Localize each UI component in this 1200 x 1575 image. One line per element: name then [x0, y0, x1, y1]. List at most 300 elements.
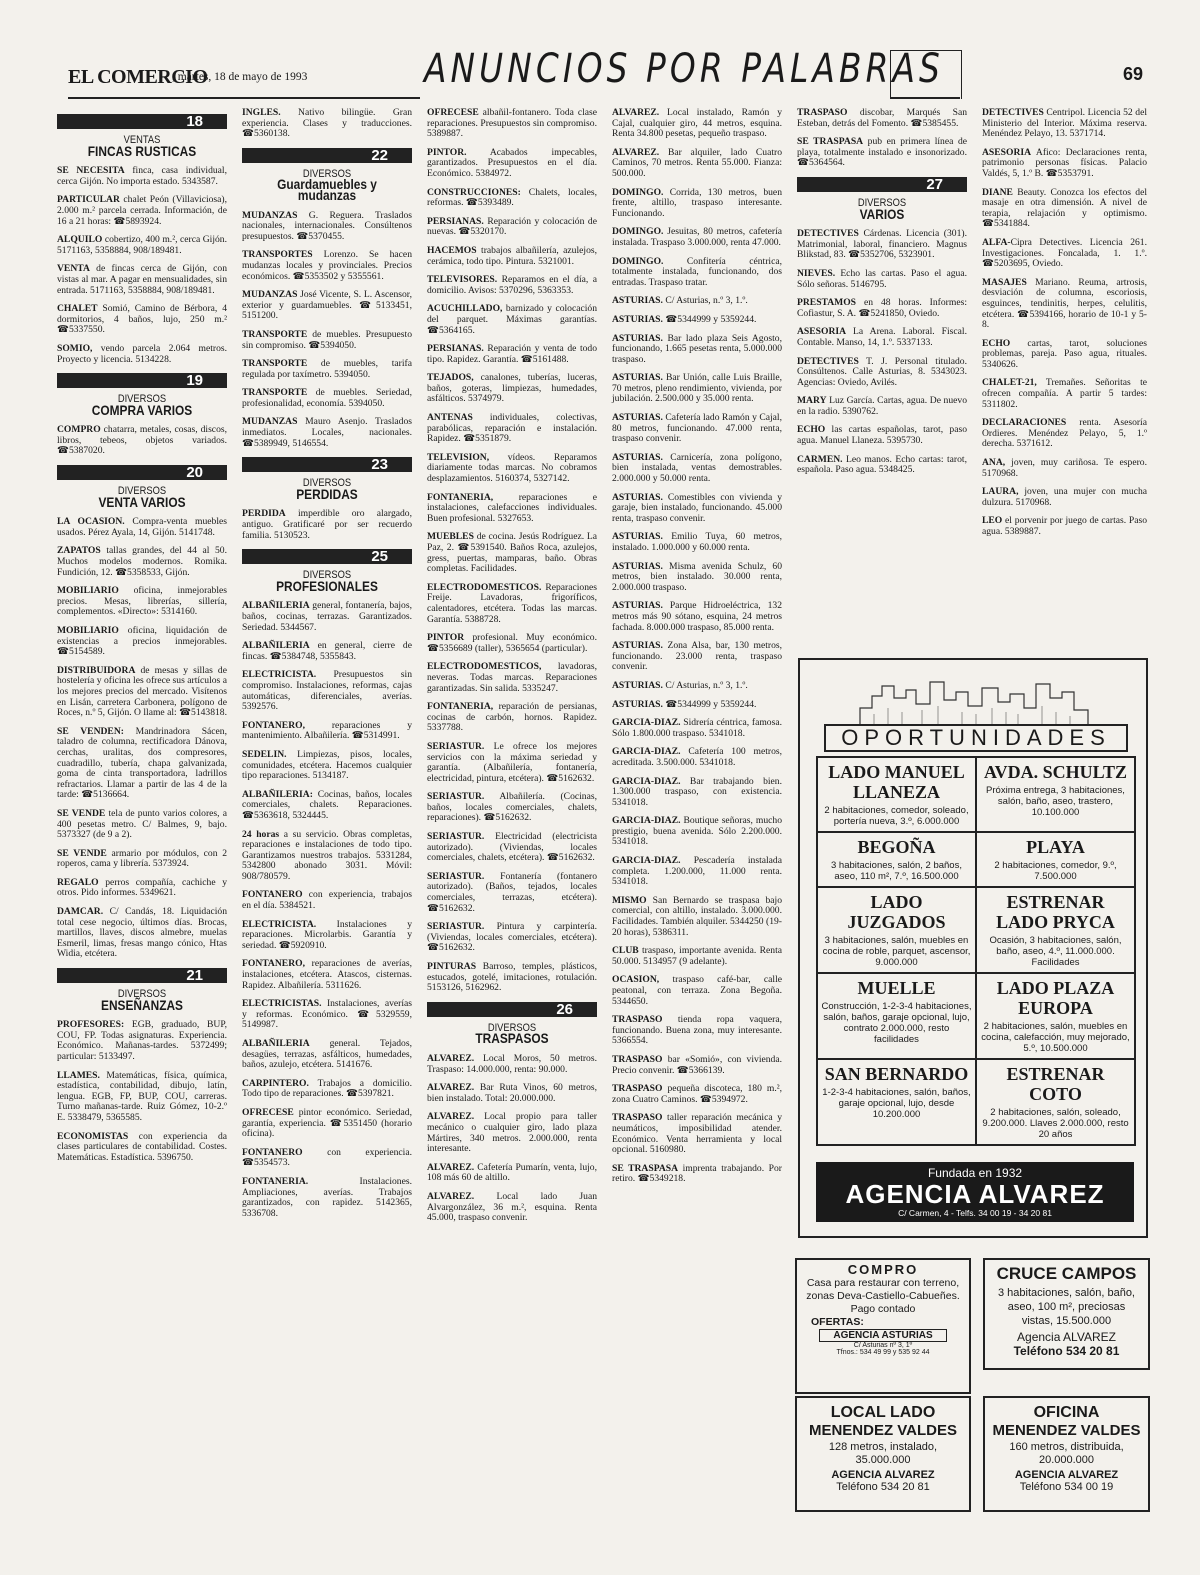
ad-text: finca, casa individual, cerca Gijón. No importa estado. 5343587.	[57, 165, 227, 187]
classified-ad	[982, 487, 1147, 508]
ad-text: Luz García. Cartas, agua. De nuevo en la radio. 5390762.	[797, 395, 967, 417]
ad-text: Bar lado plaza Seis Agosto, funcionando, 1.665 pesetas renta, 5.000.000 traspaso.	[612, 332, 782, 365]
classified-ad	[982, 339, 1147, 371]
ad-keyword: ALBAÑILERIA	[242, 640, 310, 652]
ad-keyword: FONTANERIA,	[427, 701, 494, 713]
category-title: VENTA VARIOS	[98, 493, 186, 510]
agency-banner	[816, 1162, 1134, 1222]
classified-ad	[242, 999, 412, 1031]
ad-text: Comestibles con vivienda y garaje, bien instalado, funcionando. 45.000 renta, traspaso convenir.	[612, 491, 782, 524]
ad-text: Local lado Juan Alvargonzález, 36 m.², esquina. Renta 45.000, traspaso convenir.	[427, 1190, 597, 1224]
classified-ad	[797, 327, 967, 348]
classified-ad	[242, 1148, 412, 1169]
classified-ad	[57, 304, 227, 336]
category-number: 19	[57, 373, 227, 388]
ad-text: Le ofrece los mejores servicios con la máxima seriedad y garantía. (Albañilería, fontanería, electricidad, pintura, etcétera). ☎5162632.	[427, 740, 597, 784]
classified-ad	[612, 1084, 782, 1105]
category-title: VARIOS	[859, 205, 905, 222]
ad-text: trabajos albañilería, azulejos, cerámica, todo tipo. Pintura. 5321001.	[427, 244, 597, 267]
ad-text: Lorenzo. Se hacen mudanzas locales y provinciales. Precios económicos. ☎5353502 y 5355561.	[242, 249, 412, 282]
ad-keyword: ELECTRODOMESTICOS.	[427, 581, 542, 593]
ad-keyword: COMPRO	[57, 424, 101, 436]
classified-ad	[57, 425, 227, 457]
classified-ad	[612, 946, 782, 967]
ad-text: Reparaciones Freije. Lavadoras, frigoríficos, calentadores, etcétera. Todas las marcas. Garantía. 5388728.	[427, 581, 597, 625]
ad-text: Misma avenida Schulz, 60 metros, bien instalado. 30.000 renta, 2.000.000 traspaso.	[612, 560, 782, 593]
ad-text: albañil-fontanero. Toda clase reparaciones. Presupuestos sin compromiso. 5389887.	[427, 107, 597, 140]
listing-text: Próxima entrega, 3 habitaciones, salón, baño, aseo, trastero, 10.100.000	[986, 785, 1125, 818]
ad-keyword: NIEVES.	[797, 267, 836, 279]
ad-text: vídeos. Reparamos diariamente todas marcas. No cobramos desplazamientos. 5160374, 5327142.	[427, 451, 597, 485]
category-group: DIVERSOS	[487, 1021, 537, 1034]
ad-keyword: ASTURIAS.	[612, 600, 663, 612]
classified-ad	[57, 517, 227, 538]
ad-text: Local instalado, Ramón y Cajal, cualquier giro, 44 metros, esquina. Renta 34.800 pesetas, pequeño traspaso.	[612, 107, 782, 140]
ad-text: joven, muy cariñosa. Te espero. 5170968.	[982, 457, 1147, 479]
ad-text: C/ Candás, 18. Liquidación total cese negocio, últimos días. Brocas, martillos, llaves, discos almebre, muelas Esmeril, limas, fresas mango cónico, Htas Widia, etcétera.	[57, 906, 227, 960]
classified-ad	[242, 211, 412, 243]
ad-text: Fontanería (fontanero autorizado). (Baños, tejados, locales comerciales, terrazas, etcétera). ☎5162632.	[427, 870, 597, 914]
ad-keyword: OCASION,	[612, 974, 660, 986]
ad-keyword: ELECTRICISTA.	[242, 918, 317, 930]
ad-keyword: LA OCASION.	[57, 516, 125, 528]
ad-text: Beauty. Conozca los efectos del masaje en otra dimensión. A nivel de terapia, relajación y optimismo. ☎5341884.	[982, 186, 1147, 230]
ad-text: oficina, liquidación de existencias a precios inmejorables. ☎5154589.	[57, 625, 227, 658]
ad-keyword: PRESTAMOS	[797, 297, 856, 309]
classified-ad	[427, 962, 597, 994]
listing-title: LADO JUZGADOS	[847, 892, 946, 932]
classified-ad	[427, 583, 597, 625]
classified-ad	[612, 681, 782, 692]
ad-text: Presupuestos sin compromiso. Instalaciones, reformas, cajas automáticas, diferenciales, averías. 5392576.	[242, 669, 412, 713]
category-header	[242, 148, 412, 201]
cruce-campos-ad	[983, 1258, 1150, 1370]
ad-text: de muebles. Presupuesto sin compromiso. ☎5394050.	[242, 328, 412, 351]
ad-text: traspaso café-bar, calle peatonal, con terraza. Zona Begoña. 5344650.	[612, 974, 782, 1007]
classified-ad	[982, 516, 1147, 537]
classified-ad	[797, 425, 967, 446]
agency-name: AGENCIA ALVAREZ	[845, 1179, 1105, 1209]
listing-cell	[817, 757, 976, 832]
ad-keyword: DECLARACIONES	[982, 417, 1067, 429]
ad-text: Reparación y colocación de nuevas. ☎5320170.	[427, 215, 597, 238]
ad-text: Reparación y venta de todo tipo. Rapidez. Garantía. ☎5161488.	[427, 343, 597, 365]
ad-keyword: OFRECESE	[242, 1106, 294, 1118]
ad-text: Reparamos en el día, a domicilio. Avisos: 5370296, 5363353.	[427, 274, 597, 296]
classified-ad	[242, 890, 412, 911]
cruce-text: 3 habitaciones, salón, baño, aseo, 100 m², preciosas vistas, 15.500.000	[998, 1287, 1135, 1327]
ad-text: Mandrinadora Sácen, taladro de columna, rectificadora Dánova, cerchas, uralitas, dos compresores, cuadradillo, tubería, chapa galvanizada, goma de cinta transportadora, ladrillos refractarios. Llamar a partir de las 4 de la tarde: ☎5136664.	[57, 725, 227, 801]
ad-keyword: MUDANZAS	[242, 209, 298, 221]
agency-address: C/ Carmen, 4 - Telfs. 34 00 19 - 34 20 81	[898, 1208, 1052, 1218]
ad-text: Somió, Camino de Bérbora, 4 dormitorios, 4 baños, lujo, 250 m.² ☎5337550.	[57, 303, 227, 336]
ad-text: ☎5344999 y 5359244.	[662, 698, 757, 710]
ad-keyword: PINTOR.	[427, 146, 467, 158]
category-group: DIVERSOS	[302, 477, 352, 490]
category-number: 25	[242, 549, 412, 564]
classified-ad	[612, 1113, 782, 1155]
ad-keyword: ASTURIAS.	[612, 372, 663, 384]
compro-phones: Tfnos.: 534 49 99 y 535 92 44	[836, 1349, 930, 1356]
ad-keyword: REGALO	[57, 876, 99, 888]
classified-ad	[242, 721, 412, 742]
ad-text: EGB, graduado, BUP, COU, FP. Todas asignaturas. Experiencia. Económico. Mañanas-tardes. 5372499; particular: 5133497.	[57, 1019, 227, 1062]
ad-text: Mariano. Reuma, artrosis, desviación de columna, escoriosis, esguinces, tendinitis, herpes, celulitis, etcétera. ☎5394166, horario de 10-1 y 5-8.	[982, 276, 1147, 331]
ad-keyword: GARCIA-DIAZ.	[612, 855, 681, 867]
ad-text: armario por módulos, con 2 roperos, cama y librería. 5373924.	[57, 847, 227, 870]
category-group: DIVERSOS	[117, 988, 167, 1001]
oficina-subtitle: MENENDEZ VALDES	[992, 1422, 1141, 1439]
classified-ad	[612, 975, 782, 1007]
ad-keyword: MUEBLES	[427, 531, 474, 543]
ad-text: ☎5344999 y 5359244.	[662, 313, 757, 325]
classified-ad	[57, 195, 227, 227]
ad-keyword: ASTURIAS.	[612, 679, 663, 691]
ad-keyword: PINTURAS	[427, 961, 477, 972]
classified-ad	[797, 269, 967, 290]
ad-keyword: ASTURIAS.	[612, 313, 663, 325]
classified-ad	[427, 532, 597, 574]
ad-text: Echo las cartas. Paso el agua. Sólo señoras. 5146795.	[797, 267, 967, 290]
listing-text: 2 habitaciones, comedor, 9.º, 7.500.000	[994, 860, 1117, 882]
classified-ad	[57, 235, 227, 256]
classified-ad	[982, 458, 1147, 479]
listing-text: 3 habitaciones, salón, 2 baños, aseo, 110 m², 7.º, 16.500.000	[831, 860, 962, 882]
ad-text: Confitería céntrica, totalmente instalada, funcionando, dos entradas. Traspaso tratar.	[612, 255, 782, 288]
ad-text: reparaciones de averías, instalaciones, etcétera. Atascos, cisternas. Rapidez. Albañilería. 5311626.	[242, 958, 412, 991]
ad-keyword: ANA,	[982, 457, 1006, 469]
ad-keyword: FONTANERIA,	[427, 491, 494, 503]
classified-ad	[57, 666, 227, 719]
ad-keyword: SERIASTUR.	[427, 791, 485, 803]
listing-cell	[976, 1059, 1135, 1145]
column-3	[427, 108, 597, 1232]
ad-text: Emilio Tuya, 60 metros, instalado. 1.000.000 y 60.000 renta.	[612, 531, 782, 553]
ad-text: bar «Somió», con vivienda. Precio convenir. ☎5366139.	[612, 1053, 782, 1076]
compro-agency: AGENCIA ASTURIAS	[819, 1329, 947, 1342]
ad-text: discobar, Marqués San Esteban, detrás del Fomento. ☎5385455.	[797, 108, 967, 129]
ad-text: Cafetería Pumarín, venta, lujo, 108 más 60 de altillo.	[427, 1161, 597, 1184]
masthead	[68, 44, 1143, 106]
ad-text: pequeña discoteca, 180 m.², zona Cuatro Caminos. ☎5394972.	[612, 1083, 782, 1105]
classified-ad	[242, 750, 412, 782]
ad-text: Cocinas, baños, locales comerciales, chalets. Reparaciones. ☎5363618, 5324445.	[242, 788, 412, 821]
ad-keyword: SE VENDE	[57, 847, 107, 859]
classified-ad	[612, 562, 782, 594]
classified-ad	[427, 1112, 597, 1154]
ad-text: Centripol. Licencia 52 del Ministerio del Interior. Máxima reserva. Menéndez Pelayo, 13. 5371714.	[982, 108, 1147, 140]
ad-keyword: FONTANERIA.	[242, 1175, 309, 1187]
ad-text: vendo parcela 2.064 metros. Proyecto y licencia. 5134228.	[57, 342, 227, 365]
ad-keyword: ASTURIAS.	[612, 451, 663, 463]
ad-keyword: PERSIANAS.	[427, 215, 484, 227]
listing-text: 1-2-3-4 habitaciones, salón, baños, garaje opcional, lujo, desde 10.200.000	[822, 1087, 971, 1120]
ad-keyword: ASTURIAS.	[612, 531, 663, 543]
classified-ad	[57, 626, 227, 658]
ad-keyword: PROFESORES:	[57, 1019, 125, 1031]
listing-text: Ocasión, 3 habitaciones, salón, baño, aseo, 4.º, 11.000.000. Facilidades	[989, 935, 1122, 968]
ad-text: Nativo bilingüe. Gran experiencia. Clases y traducciones. ☎5360138.	[242, 107, 412, 140]
classified-ad	[612, 188, 782, 220]
ad-keyword: GARCIA-DIAZ.	[612, 746, 681, 758]
listing-cell	[817, 973, 976, 1059]
ad-text: Chalets, locales, reformas. ☎5393489.	[427, 186, 597, 209]
ad-keyword: DETECTIVES	[797, 228, 859, 240]
category-header	[242, 456, 412, 502]
classified-ad	[612, 896, 782, 938]
ad-text: en general, cierre de fincas. ☎5384748, 5355843.	[242, 640, 412, 662]
classified-ad	[797, 229, 967, 261]
ad-keyword: ALVAREZ.	[427, 1190, 475, 1202]
column-4	[612, 108, 782, 1193]
ad-keyword: ASTURIAS.	[612, 491, 663, 503]
ad-text: de fincas cerca de Gijón, con vistas al mar. A pagar en mensualidades, sin entrada. 5171163, 5358884, 908/189481.	[57, 263, 227, 296]
ad-keyword: ASTURIAS.	[612, 332, 663, 344]
ad-text: Mauro Asenjo. Traslados inmediatos. Locales, nacionales. ☎5389949, 5146554.	[242, 416, 412, 449]
classified-ad	[57, 727, 227, 801]
classified-ad	[242, 359, 412, 380]
compro-title: COMPRO	[847, 1262, 919, 1277]
section-title: ANUNCIOS POR PALABRAS	[424, 46, 944, 92]
ad-text: C/ Asturias, n.º 3, 1.º.	[662, 679, 748, 691]
ad-keyword: ALBAÑILERIA	[242, 600, 310, 612]
oficina-ad	[983, 1396, 1150, 1512]
listing-cell	[976, 757, 1135, 832]
ad-keyword: GARCIA-DIAZ.	[612, 717, 681, 729]
category-title: FINCAS RUSTICAS	[87, 142, 197, 159]
ad-text: tienda ropa vaquera, funcionando. Buena zona, muy interesante. 5366554.	[612, 1014, 782, 1047]
category-header	[57, 113, 227, 159]
classified-ad	[612, 493, 782, 525]
ad-keyword: CHALET-21,	[982, 377, 1037, 389]
classified-ad	[612, 532, 782, 553]
cruce-title: CRUCE CAMPOS	[996, 1264, 1137, 1283]
ad-text: tallas grandes, del 44 al 50. Muchos modelos modernos. Romika. Fundición, 12. ☎5358533, Gijón.	[57, 545, 227, 578]
ad-text: de cocina. Jesús Rodríguez. La Paz, 2. ☎5391540. Baños Roca, azulejos, gress, puertas, mamparas, baño. Obras completas. Facilidades.	[427, 531, 597, 575]
classified-ad	[242, 1108, 412, 1140]
ad-keyword: OFRECESE	[427, 107, 479, 118]
oficina-text: 160 metros, distribuida, 20.000.000	[1009, 1441, 1124, 1466]
classified-ad	[797, 357, 967, 389]
ad-text: Local Moros, 50 metros. Traspaso: 14.000.000, renta: 90.000.	[427, 1052, 597, 1075]
ad-keyword: SERIASTUR.	[427, 921, 485, 933]
oficina-agency: AGENCIA ALVAREZ	[1014, 1469, 1119, 1481]
ad-keyword: TRANSPORTE	[242, 387, 308, 399]
classified-ad	[612, 856, 782, 888]
ad-keyword: ECHO	[982, 337, 1011, 349]
ad-keyword: CHALET	[57, 303, 98, 315]
classified-ad	[427, 413, 597, 445]
ad-keyword: PINTOR	[427, 632, 465, 644]
ad-keyword: ASTURIAS.	[612, 412, 663, 424]
classified-ad	[57, 166, 227, 187]
ad-text: Bar Ruta Vinos, 60 metros, bien instalado. Total: 20.000.000.	[427, 1082, 597, 1104]
classified-ad	[612, 816, 782, 848]
category-header	[242, 548, 412, 594]
ad-text: Corrida, 130 metros, buen frente, altillo, traspaso interesante. Funcionando.	[612, 186, 782, 219]
ad-keyword: ALVAREZ.	[612, 107, 660, 118]
listing-cell	[817, 1059, 976, 1145]
ad-text: cobertizo, 400 m.², cerca Gijón. 5171163, 5358884, 908/189481.	[57, 234, 227, 256]
listing-title: PLAYA	[1026, 837, 1085, 857]
ad-text: chalet Peón (Villaviciosa), 2.000 m.² parcela cerrada. Información, de 16 a 21 horas: ☎5893924.	[57, 194, 227, 227]
ad-text: Cafetería lado Ramón y Cajal, 80 metros, funcionando. 47.000 renta, traspaso convenir.	[612, 412, 782, 445]
ad-text: imperdible oro alargado, antiguo. Gratificaré por ser recuerdo familia. 5130523.	[242, 508, 412, 541]
ad-text: las cartas españolas, tarot, paso agua. Manuel Llaneza. 5395730.	[797, 424, 967, 447]
ad-keyword: SE TRASPASA	[797, 136, 864, 148]
ad-text: Limpiezas, pisos, locales, comunidades, etcétera. Hacemos cualquier tipo reparaciones. 5134187.	[242, 748, 412, 782]
classified-ad	[242, 830, 412, 883]
classified-ad	[57, 1071, 227, 1124]
ad-text: traspaso, importante avenida. Renta 50.000. 5134957 (9 adelante).	[612, 945, 782, 967]
classified-ad	[797, 396, 967, 417]
ad-text: perros compañía, cachiche y otros. Pido informes. 5349621.	[57, 876, 227, 899]
ad-text: Trabajos a domicilio. Todo tipo de reparaciones. ☎5397821.	[242, 1077, 412, 1100]
classified-ad	[242, 1177, 412, 1219]
oportunidades-grid	[816, 756, 1136, 1146]
category-header	[427, 1000, 597, 1047]
classified-ad	[427, 1083, 597, 1104]
ad-text: de muebles. Seriedad, profesionalidad, economía. 5394050.	[242, 387, 412, 409]
ad-text: reparaciones y mantenimiento. Albañilería. ☎5314991.	[242, 719, 412, 742]
classified-ad	[612, 453, 782, 485]
local-text: 128 metros, instalado, 35.000.000	[828, 1441, 938, 1466]
classified-ad	[57, 907, 227, 960]
classified-ad	[427, 344, 597, 365]
page-number: 69	[1122, 64, 1143, 84]
category-group: DIVERSOS	[302, 167, 352, 180]
ad-text: general. Tejados, desagües, terrazas, asfálticos, humedades, baños, azulejo, etcétera. 5141676.	[242, 1038, 412, 1071]
classified-ad	[242, 388, 412, 409]
ad-keyword: ELECTRICISTA.	[242, 669, 317, 681]
ad-keyword: DAMCAR.	[57, 906, 104, 918]
classified-ad	[612, 1015, 782, 1047]
ad-keyword: DIANE	[982, 186, 1013, 198]
classified-ad	[427, 108, 597, 140]
classified-ad	[427, 742, 597, 784]
ad-text: Cárdenas. Licencia (301). Matrimonial, laboral, financiero. Magnus Blikstad, 83. ☎5352706, 5323901.	[797, 228, 967, 261]
classified-ad	[612, 1055, 782, 1076]
classified-ad	[57, 546, 227, 578]
category-number: 27	[797, 177, 967, 192]
column-5	[797, 108, 967, 628]
ad-text: Bar trabajando bien. 1.300.000 traspaso, con existencia. 5341018.	[612, 775, 782, 808]
ad-keyword: ELECTRODOMESTICOS,	[427, 661, 542, 673]
category-number: 26	[427, 1002, 597, 1017]
ad-keyword: LAURA,	[982, 486, 1019, 498]
masthead-rule-left	[68, 97, 420, 99]
classified-ad	[797, 298, 967, 319]
ad-text: Instalaciones, averías y reformas. Económico. ☎5329559, 5149987.	[242, 998, 412, 1031]
ad-keyword: ALFA-	[982, 236, 1011, 248]
classified-ad	[612, 413, 782, 445]
ad-text: Instalaciones. Ampliaciones, averías. Trabajos garantizados, con rapidez. 5142365, 5336708.	[242, 1175, 412, 1219]
ad-text: general, fontanería, bajos, baños, cocinas, terrazas. Garantizados. Seriedad. 5344567.	[242, 600, 412, 633]
ad-keyword: GARCIA-DIAZ.	[612, 775, 681, 787]
classified-ad	[427, 872, 597, 914]
ad-keyword: ALBAÑILERIA:	[242, 788, 313, 800]
ad-text: chatarra, metales, cosas, discos, libros, tebeos, objetos variados. ☎5387020.	[57, 424, 227, 457]
classified-ad	[612, 334, 782, 366]
ad-text: Electricidad (electricista autorizado). (Viviendas, locales comerciales, chalets, etcétera). ☎5162632.	[427, 831, 597, 864]
column-1	[57, 108, 227, 1171]
category-header	[57, 372, 227, 418]
ad-keyword: MOBILIARIO	[57, 625, 119, 636]
ad-keyword: INGLES.	[242, 107, 281, 118]
listing-title: SAN BERNARDO	[824, 1064, 969, 1084]
ad-keyword: TRASPASO	[612, 1083, 663, 1095]
listing-title: ESTRENAR LADO PRYCA	[996, 892, 1115, 932]
ad-keyword: LLAMES.	[57, 1069, 100, 1081]
masthead-box	[890, 50, 962, 99]
ad-text: a su servicio. Obras completas, reparaciones e instalaciones de todo tipo. Garantizamos nuestros trabajos. 5331284, 5342800 abonado 3031. Móvil: 908/780579.	[242, 828, 412, 882]
founded-label: Fundada en 1932	[927, 1166, 1023, 1180]
classified-ad	[57, 586, 227, 618]
ad-keyword: ALBAÑILERIA	[242, 1038, 310, 1049]
ad-keyword: 24 horas	[242, 828, 280, 840]
category-number: 23	[242, 457, 412, 472]
ad-keyword: TRASPASO	[612, 1014, 663, 1026]
listing-cell	[976, 887, 1135, 973]
classified-ad	[612, 718, 782, 739]
ad-keyword: MUDANZAS	[242, 289, 298, 301]
category-header	[57, 464, 227, 510]
classified-ad	[427, 148, 597, 180]
category-title: COMPRA VARIOS	[91, 401, 193, 418]
ad-text: pintor económico. Seriedad, garantía, experiencia. ☎5351450 (horario oficina).	[242, 1106, 412, 1140]
ad-keyword: ALVAREZ.	[612, 146, 660, 158]
classified-ad	[427, 1054, 597, 1075]
ad-text: Matemáticas, física, química, estadística, contabilidad, dibujo, latín, lengua. EGB, FP, BUP, COU, carreras. Turno mañanas-tarde. Ruiz Gómez, 10-2.º E. 5338479, 5365585.	[57, 1069, 227, 1123]
classified-ad	[427, 493, 597, 525]
classified-ad	[427, 373, 597, 405]
classified-ad	[427, 453, 597, 485]
ad-keyword: ZAPATOS	[57, 545, 101, 557]
classified-ad	[427, 702, 597, 734]
ad-keyword: VENTA	[57, 263, 90, 275]
ad-text: La Arena. Laboral. Fiscal. Contable. Manso, 14, 1.º. 5337133.	[797, 326, 967, 348]
category-group: VENTAS	[123, 134, 161, 146]
category-title: PERDIDAS	[296, 485, 358, 502]
classified-ad	[427, 1163, 597, 1184]
skyline-illustration	[858, 678, 1090, 728]
ad-keyword: ASTURIAS.	[612, 640, 663, 652]
ad-text: de muebles, tarifa regulada por taxímetro. 5394050.	[242, 358, 412, 380]
classified-ad	[612, 227, 782, 248]
classified-ad	[427, 832, 597, 864]
ad-text: Leo manos. Echo cartas: tarot, española. Paso agua. 5348425.	[797, 453, 967, 476]
classified-ad	[612, 108, 782, 140]
ad-text: Local propio para taller mecánico o cualquier giro, lado plaza Mártires, 340 metros. 2.000.000, renta interesante.	[427, 1111, 597, 1155]
category-number: 20	[57, 465, 227, 480]
ad-keyword: ALQUILO	[57, 234, 103, 246]
ad-text: taller reparación mecánica y neumáticos, imposibilidad atender. Económico. Venta herramienta y local opcional. 5160980.	[612, 1112, 782, 1156]
listing-cell	[817, 887, 976, 973]
ad-keyword: SEDELIN.	[242, 748, 287, 760]
oportunidades-title: OPORTUNIDADES	[824, 724, 1128, 752]
classified-ad	[612, 148, 782, 180]
compro-ofertas: OFERTAS:	[811, 1316, 864, 1328]
column-6	[982, 108, 1147, 628]
category-title: PROFESIONALES	[276, 577, 378, 594]
category-group: DIVERSOS	[117, 485, 167, 498]
ad-keyword: PERSIANAS.	[427, 343, 484, 355]
category-title: ENSEÑANZAS	[101, 996, 183, 1013]
classified-ad	[242, 1079, 412, 1100]
classified-ad	[427, 246, 597, 267]
classified-ad	[242, 417, 412, 449]
ad-text: reparación de persianas, cocinas de carbón, hornos. Rapidez. 5337788.	[427, 701, 597, 734]
